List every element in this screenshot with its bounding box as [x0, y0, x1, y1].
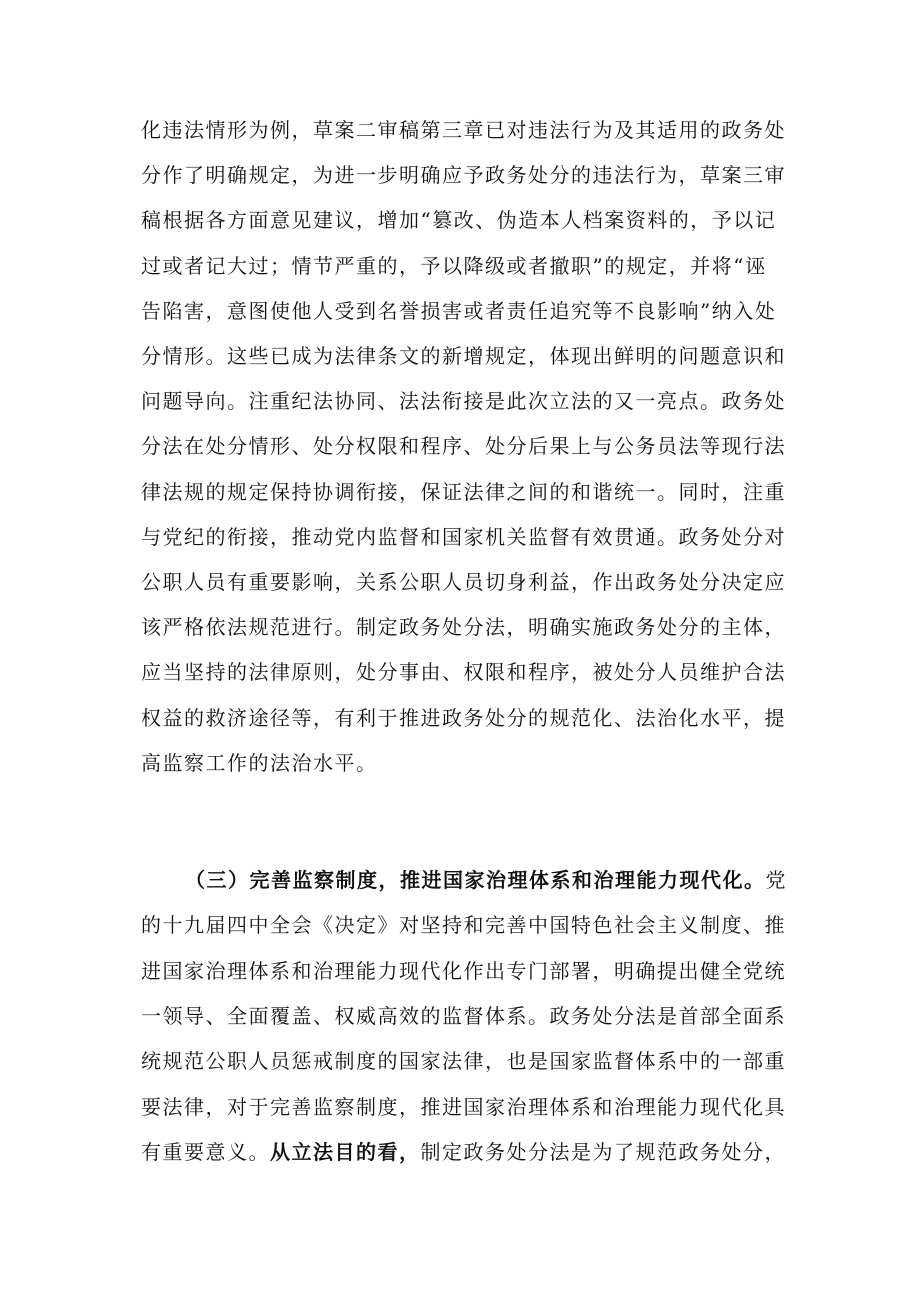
text-line: 公职人员有重要影响，关系公职人员切身利益，作出政务处分决定应 [141, 570, 786, 594]
line-start: 有重要意义。 [141, 1139, 270, 1164]
text-line: 该严格依法规范进行。制定政务处分法，明确实施政务处分的主体， [141, 615, 786, 640]
text-line: 一领导、全面覆盖、权威高效的监督体系。政务处分法是首部全面系 [141, 1003, 786, 1028]
text-line: 统规范公职人员惩戒制度的国家法律，也是国家监督体系中的一部重 [141, 1049, 786, 1074]
section-heading: （三）完善监察制度，推进国家治理体系和治理能力现代化。 [185, 868, 766, 892]
text-line: 律法规的规定保持协调衔接，保证法律之间的和谐统一。同时，注重 [141, 479, 786, 504]
text-line: 进国家治理体系和治理能力现代化作出专门部署，明确提出健全党统 [141, 958, 786, 983]
text-line: 化违法情形为例，草案二审稿第三章已对违法行为及其适用的政务处 [141, 118, 786, 142]
text-line: 权益的救济途径等，有利于推进政务处分的规范化、法治化水平，提 [141, 705, 786, 730]
line-end: 制定政务处分法是为了规范政务处分， [420, 1139, 786, 1164]
text-line: 稿根据各方面意见建议，增加“篡改、伪造本人档案资料的，予以记 [141, 208, 777, 233]
text-line: 高监察工作的法治水平。 [141, 750, 378, 775]
section-heading-line [185, 866, 787, 894]
heading-tail: 党 [765, 868, 787, 892]
text-line: 的十九届四中全会《决定》对坚持和完善中国特色社会主义制度、推 [141, 913, 786, 938]
text-line: 应当坚持的法律原则，处分事由、权限和程序，被处分人员维护合法 [141, 660, 786, 685]
text-line: 分情形。这些已成为法律条文的新增规定，体现出鲜明的问题意识和 [141, 344, 786, 368]
text-line-mixed [141, 1138, 786, 1166]
text-line: 问题导向。注重纪法协同、法法衔接是此次立法的又一亮点。政务处 [141, 389, 786, 414]
text-line: 分法在处分情形、处分权限和程序、处分后果上与公务员法等现行法 [141, 434, 786, 459]
text-line: 告陷害，意图使他人受到名誉损害或者责任追究等不良影响”纳入处 [141, 298, 777, 323]
text-line: 过或者记大过；情节严重的，予以降级或者撤职”的规定，并将“诬 [141, 253, 767, 278]
text-line: 要法律，对于完善监察制度，推进国家治理体系和治理能力现代化具 [141, 1094, 786, 1119]
text-line: 分作了明确规定，为进一步明确应予政务处分的违法行为，草案三审 [141, 163, 786, 188]
bold-phrase: 从立法目的看， [270, 1139, 421, 1164]
text-line: 与党纪的衔接，推动党内监督和国家机关监督有效贯通。政务处分对 [141, 524, 786, 549]
